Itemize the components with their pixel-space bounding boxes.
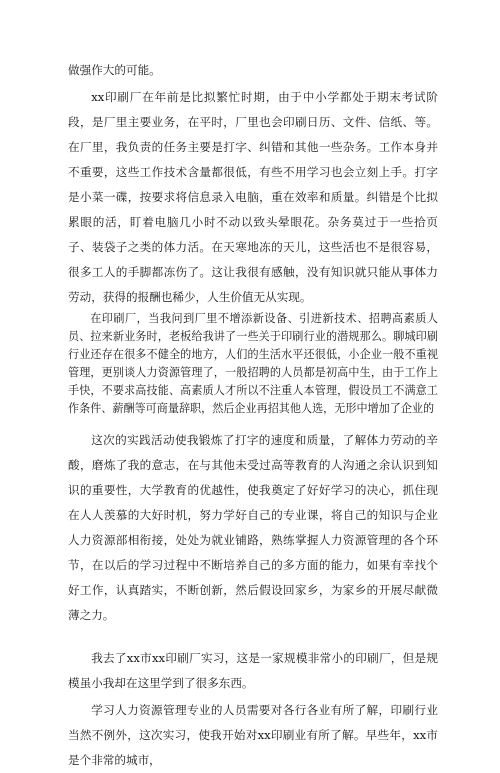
- paragraph-printing-factory-work: xx印刷厂在年前是比拟繁忙时期，由于中小学都处于期末考试阶段，是厂里主要业务，在平时，厂里也会印刷日历、文件、信纸、等。在厂里，我负责的任务主要是打字、纠错和其他一些杂务。工作本身并不重要，这些工作技术含量都很低，有些不用学习也会立刻上手。打字是小菜一碟，按要求将信息录入电脑，重在效率和质量。纠错是个比拟累眼的活，盯着电脑几小时不动以致头晕眼花。杂务莫过于一些拾页子、装袋子之类的体力活。在天寒地冻的天儿，这些活也不是很容易，很多工人的手脚都冻伤了。这让我很有感触，没有知识就只能从事体力劳动，获得的报酬也稀少，人生价值无从实现。: [68, 90, 438, 304]
- paragraph-hr-major: 学习人力资源管理专业的人员需要对各行各业有所了解，印刷行业当然不例外，这次实习，使我开始对xx印刷业有所了解。早些年，xx市是个非常的城市，: [68, 703, 438, 767]
- paragraph-industry-rules: 在印刷厂，当我问到厂里不增添新设备、引进新技术、招聘高素质人员、拉来新业务时，老板给我讲了一些关于印刷行业的潜规那么。聊城印刷行业还存在很多不健全的地方，人们的生活水平还很低，小企业一般不重视管理，更别谈人力资源管理了，一般招聘的人员都是初高中生，由于工作上手快，不要求高技能、高素质人才所以不注重人本管理，假设员工不满意工作条件、薪酬等可商量辞职，然后企业再招其他人选，无形中增加了企业的: [68, 312, 438, 415]
- document-page: [68, 58, 438, 773]
- paragraph-continuation: 做强作大的可能。: [68, 63, 161, 77]
- paragraph-internship-intro: 我去了xx市xx印刷厂实习，这是一家规模非常小的印刷厂，但是规模虽小我却在这里学到了很多东西。: [68, 651, 438, 690]
- paragraph-reflection: 这次的实践活动使我锻炼了打字的速度和质量，了解体力劳动的辛酸，磨炼了我的意志，在与其他未受过高等教育的人沟通之余认识到知识的重要性，大学教育的优越性，使我奠定了好好学习的决心，抓住现在人人羡慕的大好时机，努力学好自己的专业课，将自己的知识与企业人力资源部相衔接，处处为就业铺路，熟练掌握人力资源管理的各个环节，在以后的学习过程中不断培养自己的多方面的能力，如果有幸找个好工作，认真踏实，不断创新，然后假设回家乡，为家乡的开展尽献微薄之力。: [68, 433, 438, 622]
